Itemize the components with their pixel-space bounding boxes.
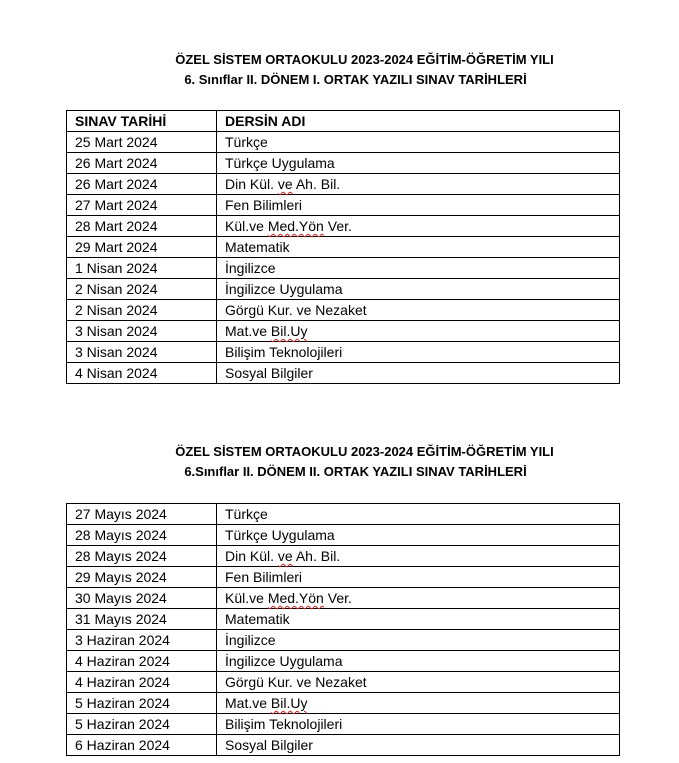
course-name-text: Türkçe Uygulama <box>225 155 335 171</box>
course-name-text: Türkçe Uygulama <box>225 527 335 543</box>
table-row <box>67 174 620 195</box>
table-row <box>67 714 620 735</box>
exam-table-1-body <box>67 132 620 384</box>
table-row <box>67 546 620 567</box>
spellcheck-underline: Med.Yön <box>267 590 324 606</box>
course-name-cell <box>217 693 620 714</box>
course-name-cell <box>217 735 620 756</box>
section1-title-line2: 6. Sınıflar II. DÖNEM I. ORTAK YAZILI SINAV TARİHLERİ <box>184 72 527 87</box>
section1-heading <box>0 50 679 90</box>
course-name-text: Sosyal Bilgiler <box>225 737 313 753</box>
course-name-cell <box>217 525 620 546</box>
course-name-cell <box>217 504 620 525</box>
course-name-cell <box>217 321 620 342</box>
exam-date-cell: 4 Nisan 2024 <box>67 363 217 384</box>
exam-date-cell: 5 Haziran 2024 <box>67 714 217 735</box>
course-name-text: Din Kül. ve Ah. Bil. <box>225 548 341 564</box>
section1-title-line1: ÖZEL SİSTEM ORTAOKULU 2023-2024 EĞİTİM-ÖĞRETİM YILI <box>175 52 554 67</box>
course-name-cell <box>217 237 620 258</box>
course-name-text: Fen Bilimleri <box>225 197 303 213</box>
table-row <box>67 672 620 693</box>
course-name-cell <box>217 279 620 300</box>
exam-date-cell: 27 Mayıs 2024 <box>67 504 217 525</box>
course-name-cell <box>217 300 620 321</box>
exam-date-cell: 3 Haziran 2024 <box>67 630 217 651</box>
course-name-text: Mat.ve Bil.Uy <box>225 695 308 711</box>
header-exam-date: SINAV TARİHİ <box>67 111 217 132</box>
course-name-cell <box>217 342 620 363</box>
course-name-text: Bilişim Teknolojileri <box>225 716 343 732</box>
exam-date-cell: 4 Haziran 2024 <box>67 672 217 693</box>
table-row <box>67 342 620 363</box>
exam-date-cell: 6 Haziran 2024 <box>67 735 217 756</box>
course-name-text: Fen Bilimleri <box>225 569 303 585</box>
course-name-cell <box>217 630 620 651</box>
spellcheck-underline: Bil.Uy <box>270 323 308 339</box>
table-row <box>67 735 620 756</box>
course-name-cell <box>217 216 620 237</box>
exam-table-2 <box>66 503 620 756</box>
exam-date-cell: 28 Mart 2024 <box>67 216 217 237</box>
exam-date-cell: 25 Mart 2024 <box>67 132 217 153</box>
course-name-text: İngilizce <box>225 260 276 276</box>
table-row <box>67 153 620 174</box>
exam-date-cell: 29 Mart 2024 <box>67 237 217 258</box>
course-name-cell <box>217 153 620 174</box>
course-name-text: İngilizce <box>225 632 276 648</box>
course-name-text: Din Kül. ve Ah. Bil. <box>225 176 341 192</box>
section2-heading <box>0 442 679 482</box>
exam-date-cell: 4 Haziran 2024 <box>67 651 217 672</box>
table-row <box>67 132 620 153</box>
table-row <box>67 525 620 546</box>
spellcheck-underline: Bil.Uy <box>270 695 308 711</box>
table-row <box>67 363 620 384</box>
table-row <box>67 321 620 342</box>
course-name-text: Kül.ve Med.Yön Ver. <box>225 218 352 234</box>
course-name-cell <box>217 588 620 609</box>
table-row <box>67 279 620 300</box>
exam-date-cell: 1 Nisan 2024 <box>67 258 217 279</box>
table-row <box>67 609 620 630</box>
exam-table-1 <box>66 110 620 384</box>
table-row <box>67 630 620 651</box>
exam-date-cell: 27 Mart 2024 <box>67 195 217 216</box>
exam-date-cell: 2 Nisan 2024 <box>67 300 217 321</box>
course-name-cell <box>217 195 620 216</box>
exam-date-cell: 31 Mayıs 2024 <box>67 609 217 630</box>
course-name-text: Mat.ve Bil.Uy <box>225 323 308 339</box>
course-name-cell <box>217 174 620 195</box>
spellcheck-underline: ve <box>277 176 293 192</box>
table-row <box>67 258 620 279</box>
course-name-text: Matematik <box>225 239 290 255</box>
table-row <box>67 504 620 525</box>
spellcheck-underline: Med.Yön <box>267 218 324 234</box>
course-name-cell <box>217 567 620 588</box>
exam-date-cell: 5 Haziran 2024 <box>67 693 217 714</box>
table-row <box>67 300 620 321</box>
course-name-cell <box>217 651 620 672</box>
table-row <box>67 195 620 216</box>
course-name-text: Türkçe <box>225 506 268 522</box>
course-name-text: Sosyal Bilgiler <box>225 365 313 381</box>
table-header-row <box>67 111 620 132</box>
exam-date-cell: 26 Mart 2024 <box>67 153 217 174</box>
course-name-cell <box>217 672 620 693</box>
course-name-text: Matematik <box>225 611 290 627</box>
section2-title-line1: ÖZEL SİSTEM ORTAOKULU 2023-2024 EĞİTİM-ÖĞRETİM YILI <box>175 444 554 459</box>
table-row <box>67 216 620 237</box>
course-name-text: Görgü Kur. ve Nezaket <box>225 674 367 690</box>
course-name-text: İngilizce Uygulama <box>225 281 343 297</box>
exam-date-cell: 3 Nisan 2024 <box>67 321 217 342</box>
course-name-text: Kül.ve Med.Yön Ver. <box>225 590 352 606</box>
exam-date-cell: 29 Mayıs 2024 <box>67 567 217 588</box>
course-name-cell <box>217 609 620 630</box>
course-name-cell <box>217 546 620 567</box>
exam-date-cell: 30 Mayıs 2024 <box>67 588 217 609</box>
course-name-text: İngilizce Uygulama <box>225 653 343 669</box>
course-name-cell <box>217 132 620 153</box>
header-course-name: DERSİN ADI <box>217 111 620 132</box>
spellcheck-underline: ve <box>277 548 293 564</box>
course-name-text: Bilişim Teknolojileri <box>225 344 343 360</box>
section2-title-line2: 6.Sınıflar II. DÖNEM II. ORTAK YAZILI SINAV TARİHLERİ <box>184 464 527 479</box>
exam-date-cell: 28 Mayıs 2024 <box>67 546 217 567</box>
exam-date-cell: 2 Nisan 2024 <box>67 279 217 300</box>
course-name-text: Görgü Kur. ve Nezaket <box>225 302 367 318</box>
exam-date-cell: 3 Nisan 2024 <box>67 342 217 363</box>
course-name-cell <box>217 363 620 384</box>
course-name-cell <box>217 258 620 279</box>
table-row <box>67 693 620 714</box>
exam-date-cell: 26 Mart 2024 <box>67 174 217 195</box>
table-row <box>67 588 620 609</box>
table-row <box>67 651 620 672</box>
course-name-cell <box>217 714 620 735</box>
table-row <box>67 567 620 588</box>
exam-date-cell: 28 Mayıs 2024 <box>67 525 217 546</box>
course-name-text: Türkçe <box>225 134 268 150</box>
table-row <box>67 237 620 258</box>
exam-table-2-body <box>67 504 620 756</box>
